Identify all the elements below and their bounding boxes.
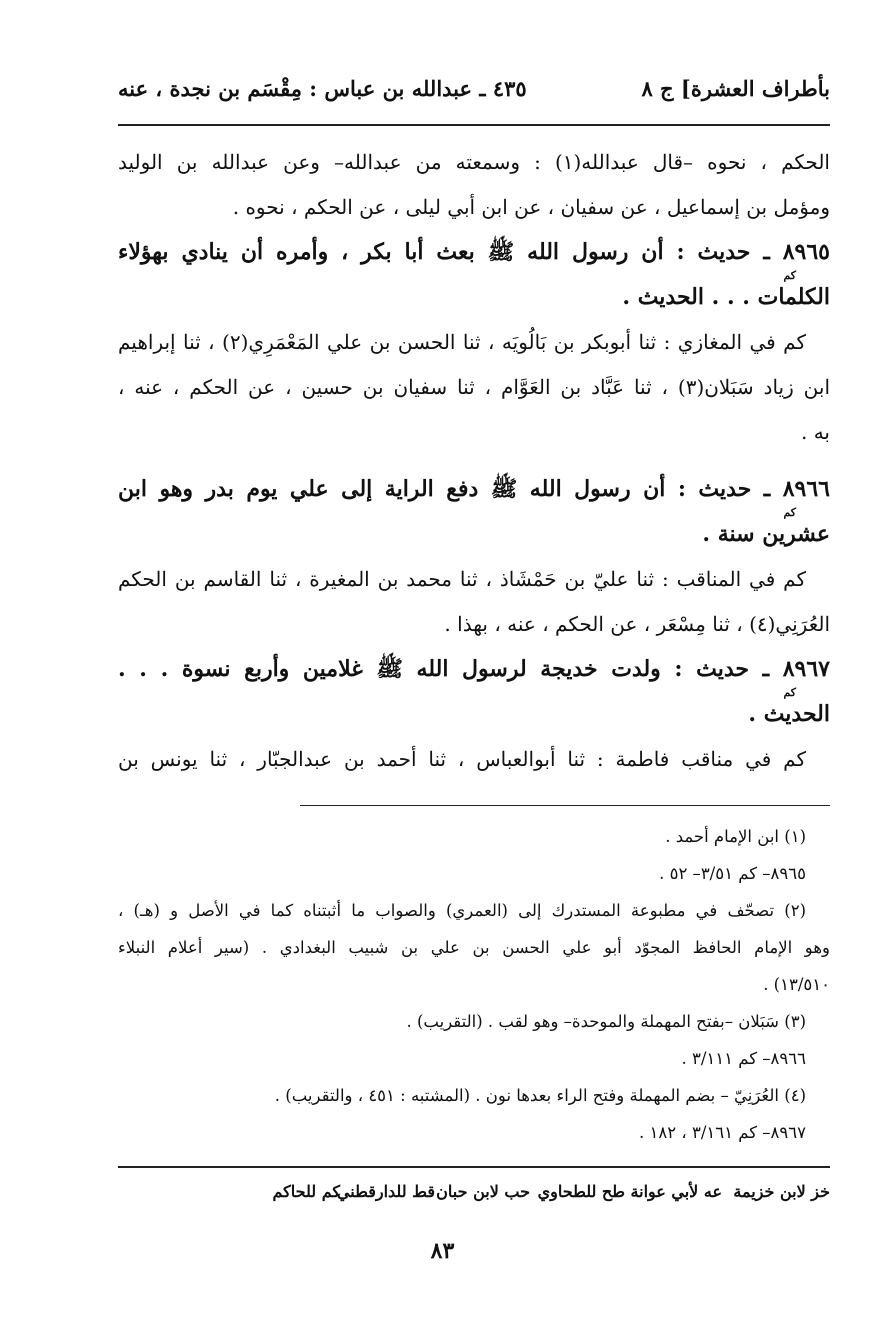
text-line: ومؤمل بن إسماعيل ، عن سفيان ، عن ابن أبي ليلى ، عن الحكم ، نحوه . bbox=[232, 195, 830, 219]
hadith-text: حديث : ولدت خديجة لرسول الله ﷺ غلامين وأربع نسوة . . . bbox=[118, 656, 750, 682]
footnote-line: (٤) العُرَنِيّ – بضم المهملة وفتح الراء بعدها نون . (المشتبه : ٤٥١ ، والتقريب) . bbox=[274, 1086, 806, 1105]
hadith-heading bbox=[118, 230, 830, 282]
abbreviation-key bbox=[118, 1182, 830, 1212]
footnote-line: (٢) تصحّف في مطبوعة المستدرك إلى (العمري) والصواب ما أثبتناه كما في الأصل و (هـ) ، bbox=[118, 901, 806, 920]
hadith-text: حديث : أن رسول الله ﷺ بعث أبا بكر ، وأمره أن ينادي بهؤلاء bbox=[118, 239, 751, 265]
hadith-number: ٨٩٦٦ ـ bbox=[763, 476, 830, 502]
abbreviation-item: طح للطحاوي bbox=[537, 1182, 625, 1201]
abbreviation-item: كم للحاكم bbox=[272, 1182, 340, 1201]
text-line: عشرين سنة . bbox=[702, 521, 830, 547]
footnotes bbox=[118, 818, 830, 1151]
text-line: كم في المناقب : ثنا عليّ بن حَمْشَاذ ، ثنا محمد بن المغيرة ، ثنا القاسم بن الحكم bbox=[118, 567, 807, 591]
source-siglum: كم bbox=[783, 506, 796, 519]
source-siglum: كم bbox=[783, 686, 796, 699]
running-header bbox=[118, 74, 830, 118]
spacer bbox=[118, 455, 830, 467]
hadith-heading bbox=[118, 467, 830, 519]
footnote-line: (١) ابن الإمام أحمد . bbox=[665, 827, 806, 846]
footnote-line: ٨٩٦٥– كم ٣/٥١– ٥٢ . bbox=[659, 864, 806, 883]
footnote-line: وهو الإمام الحافظ المجوّد أبو علي الحسن بن علي بن شبيب البغدادي . (سير أعلام النبلاء bbox=[118, 938, 830, 957]
text-line: الكلمات . . . الحديث . bbox=[622, 284, 830, 310]
footnote-separator bbox=[300, 805, 830, 806]
abbreviation-item: خز لابن خزيمة bbox=[733, 1182, 830, 1201]
hadith-number: ٨٩٦٥ ـ bbox=[763, 239, 830, 265]
footnote-line: (٣) سَبَلان –بفتح المهملة والموحدة– وهو لقب . (التقريب) . bbox=[406, 1012, 806, 1031]
main-text bbox=[118, 140, 830, 782]
header-book-title: بأطراف العشرة] ج ٨ bbox=[641, 76, 830, 101]
text-line: كم في مناقب فاطمة : ثنا أبوالعباس ، ثنا أحمد بن عبدالجبّار ، ثنا يونس بن bbox=[118, 747, 806, 771]
abbreviation-item: حب لابن حبان bbox=[436, 1182, 530, 1201]
hadith-heading bbox=[118, 647, 830, 699]
text-line: الحكم ، نحوه –قال عبدالله(١) : وسمعته من عبدالله– وعن عبدالله بن الوليد bbox=[118, 150, 830, 174]
hadith-number: ٨٩٦٧ ـ bbox=[762, 656, 830, 682]
text-line: العُرَنِي(٤) ، ثنا مِسْعَر ، عن الحكم ، عنه ، بهذا . bbox=[444, 612, 830, 636]
hadith-text: حديث : أن رسول الله ﷺ دفع الراية إلى علي يوم بدر وهو ابن bbox=[118, 476, 752, 502]
header-rule bbox=[118, 124, 830, 126]
footnote-line: ١٣/٥١٠) . bbox=[763, 975, 830, 994]
footnote-line: ٨٩٦٦– كم ٣/١١١ . bbox=[681, 1049, 806, 1068]
text-line: الحديث . bbox=[748, 701, 830, 727]
abbreviation-item: عه لأبي عوانة bbox=[630, 1182, 722, 1201]
page-number: ٨٣ bbox=[430, 1238, 455, 1264]
source-siglum: كم bbox=[783, 269, 796, 282]
abbreviation-item: قط للدارقطني bbox=[336, 1182, 435, 1201]
header-section-title: ٤٣٥ ـ عبدالله بن عباس : مِقْسَم بن نجدة ، عنه bbox=[118, 76, 527, 101]
text-line: ابن زياد سَبَلان(٣) ، ثنا عَبَّاد بن العَوَّام ، ثنا سفيان بن حسين ، عن الحكم ، عنه ، bbox=[118, 375, 830, 399]
text-line: كم في المغازي : ثنا أبوبكر بن بَالُويَه ، ثنا الحسن بن علي المَعْمَرِي(٢) ، ثنا إبراهيم bbox=[118, 330, 807, 354]
text-line: به . bbox=[800, 420, 830, 444]
footer-rule bbox=[118, 1166, 830, 1168]
footnote-line: ٨٩٦٧– كم ٣/١٦١ ، ١٨٢ . bbox=[639, 1123, 806, 1142]
